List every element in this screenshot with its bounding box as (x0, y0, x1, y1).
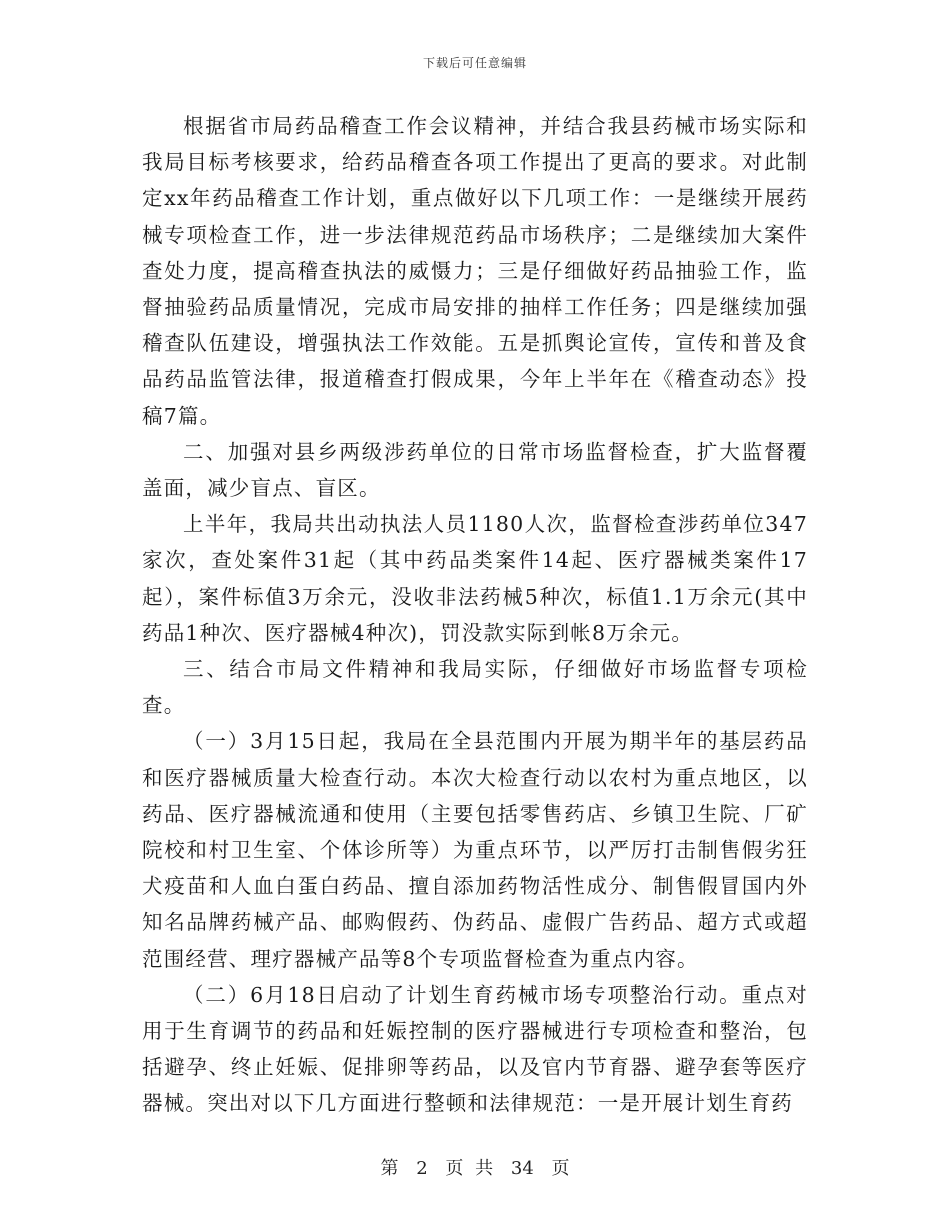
paragraph-section-three-heading: 三、结合市局文件精神和我局实际，仔细做好市场监督专项检查。 (142, 657, 808, 718)
footer-middle: 页 共 (445, 1158, 494, 1179)
footer-prefix: 第 (380, 1158, 399, 1179)
footer-suffix: 页 (551, 1158, 570, 1179)
paragraph-statistics: 上半年，我局共出动执法人员1180人次，监督检查涉药单位347家次，查处案件31起（其中药品类案件14起、医疗器械类案件17起），案件标值3万余元，没收非法药械5种次，标值1.1万余元(其中药品1种次、医疗器械4种次)，罚没款实际到帐8万余元。 (142, 512, 808, 645)
paragraph-intro: 根据省市局药品稽查工作会议精神，并结合我县药械市场实际和我局目标考核要求，给药品稽查各项工作提出了更高的要求。对此制定xx年药品稽查工作计划，重点做好以下几项工作：一是继续开展药械专项检查工作，进一步法律规范药品市场秩序；二是继续加大案件查处力度，提高稽查执法的威慑力；三是仔细做好药品抽验工作，监督抽验药品质量情况，完成市局安排的抽样工作任务；四是继续加强稽查队伍建设，增强执法工作效能。五是抓舆论宣传，宣传和普及食品药品监管法律，报道稽查打假成果，今年上半年在《稽查动态》投稿7篇。 (142, 114, 808, 428)
paragraph-section-two-heading: 二、加强对县乡两级涉药单位的日常市场监督检查，扩大监督覆盖面，减少盲点、盲区。 (142, 439, 808, 501)
page-footer (0, 1154, 950, 1180)
paragraph-item-two: （二）6月18日启动了计划生育药械市场专项整治行动。重点对用于生育调节的药品和妊娠控制的医疗器械进行专项检查和整治，包括避孕、终止妊娠、促排卵等药品，以及官内节育器、避孕套等医疗器械。突出对以下几方面进行整顿和法律规范：一是开展计划生育药 (142, 982, 808, 1116)
page-header-note: 下载后可任意编辑 (422, 56, 527, 70)
document-body (142, 108, 808, 1122)
paragraph-item-one: （一）3月15日起，我局在全县范围内开展为期半年的基层药品和医疗器械质量大检查行动。本次大检查行动以农村为重点地区，以药品、医疗器械流通和使用（主要包括零售药店、乡镇卫生院、厂矿院校和村卫生室、个体诊所等）为重点环节，以严厉打击制售假劣狂犬疫苗和人血白蛋白药品、擅自添加药物活性成分、制售假冒国内外知名品牌药械产品、邮购假药、伪药品、虚假广告药品、超方式或超范围经营、理疗器械产品等8个专项监督检查为重点内容。 (142, 729, 808, 971)
footer-total-pages: 34 (510, 1158, 534, 1179)
footer-page-number: 2 (416, 1158, 428, 1179)
